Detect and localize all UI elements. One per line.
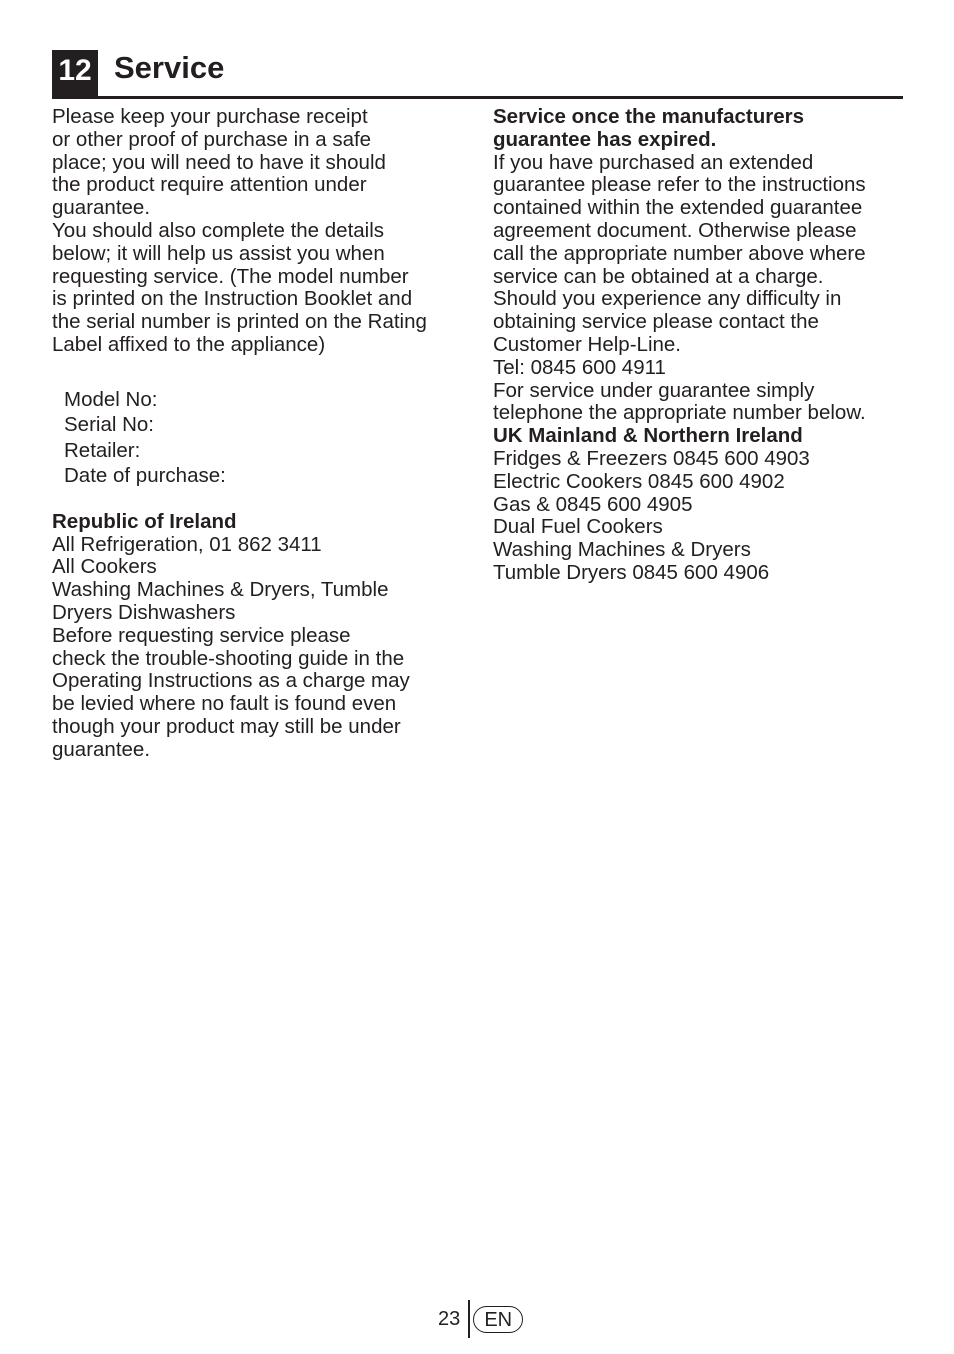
text-line: service can be obtained at a charge. — [493, 264, 824, 288]
text-line: or other proof of purchase in a safe — [52, 127, 372, 151]
text-line: guarantee. — [52, 737, 151, 761]
expired-guarantee-section — [493, 106, 903, 425]
text-line: be levied where no fault is found even — [52, 692, 397, 716]
page-number: 23 — [438, 1308, 461, 1330]
model-no-label: Model No: — [64, 387, 158, 411]
service-phone-line: Dual Fuel Cookers — [493, 515, 663, 539]
text-line: guarantee please refer to the instructions — [493, 173, 866, 197]
text-line: Dryers Dishwashers — [52, 600, 236, 624]
text-line: You should also complete the details — [52, 218, 385, 242]
text-line: guarantee. — [52, 196, 151, 220]
text-line: Should you experience any difficulty in — [493, 287, 842, 311]
uk-heading: UK Mainland & Northern Ireland — [493, 424, 803, 448]
text-line: is printed on the Instruction Booklet and — [52, 287, 413, 311]
date-of-purchase-label: Date of purchase: — [64, 464, 226, 488]
service-phone-line: Tumble Dryers 0845 600 4906 — [493, 560, 770, 584]
footer-divider — [468, 1300, 470, 1338]
retailer-label: Retailer: — [64, 438, 141, 462]
service-phone-line: Washing Machines & Dryers — [493, 538, 751, 562]
text-line: contained within the extended guarantee — [493, 196, 863, 220]
expired-heading-line: guarantee has expired. — [493, 127, 717, 151]
intro-paragraph — [52, 106, 462, 357]
text-line: though your product may still be under — [52, 714, 401, 738]
text-line: For service under guarantee simply — [493, 378, 815, 402]
language-badge: EN — [473, 1306, 523, 1333]
text-line: Before requesting service please — [52, 623, 351, 647]
text-line: obtaining service please contact the — [493, 310, 819, 334]
service-phone-line: Gas & 0845 600 4905 — [493, 492, 693, 516]
expired-heading-line: Service once the manufacturers — [493, 105, 805, 128]
section-header — [52, 48, 903, 99]
serial-no-label: Serial No: — [64, 413, 155, 437]
text-line: place; you will need to have it should — [52, 150, 386, 174]
roi-section — [52, 511, 462, 762]
text-line: telephone the appropriate number below. — [493, 401, 866, 425]
text-line: Operating Instructions as a charge may — [52, 669, 410, 693]
uk-section — [493, 425, 903, 585]
purchase-details-fields — [52, 387, 462, 489]
text-line: the serial number is printed on the Rating — [52, 310, 427, 334]
text-line: If you have purchased an extended — [493, 150, 814, 174]
right-column — [493, 106, 903, 585]
text-line: check the trouble-shooting guide in the — [52, 646, 405, 670]
text-line: Washing Machines & Dryers, Tumble — [52, 578, 389, 602]
page-footer — [438, 1300, 523, 1338]
roi-heading: Republic of Ireland — [52, 509, 237, 533]
left-column — [52, 106, 462, 762]
text-line: requesting service. (The model number — [52, 264, 409, 288]
text-line: below; it will help us assist you when — [52, 241, 385, 265]
text-line: All Cookers — [52, 555, 157, 579]
text-line: Label affixed to the appliance) — [52, 332, 326, 356]
text-line: Customer Help-Line. — [493, 332, 681, 356]
page-title: Service — [114, 50, 225, 85]
service-phone-line: Electric Cookers 0845 600 4902 — [493, 469, 785, 493]
text-line: the product require attention under — [52, 173, 367, 197]
service-phone-line: Fridges & Freezers 0845 600 4903 — [493, 446, 810, 470]
section-number-badge: 12 — [52, 50, 98, 96]
helpline-phone: Tel: 0845 600 4911 — [493, 355, 666, 379]
text-line: call the appropriate number above where — [493, 241, 866, 265]
text-line: agreement document. Otherwise please — [493, 218, 857, 242]
text-line: Please keep your purchase receipt — [52, 105, 368, 128]
text-line: All Refrigeration, 01 862 3411 — [52, 532, 322, 556]
